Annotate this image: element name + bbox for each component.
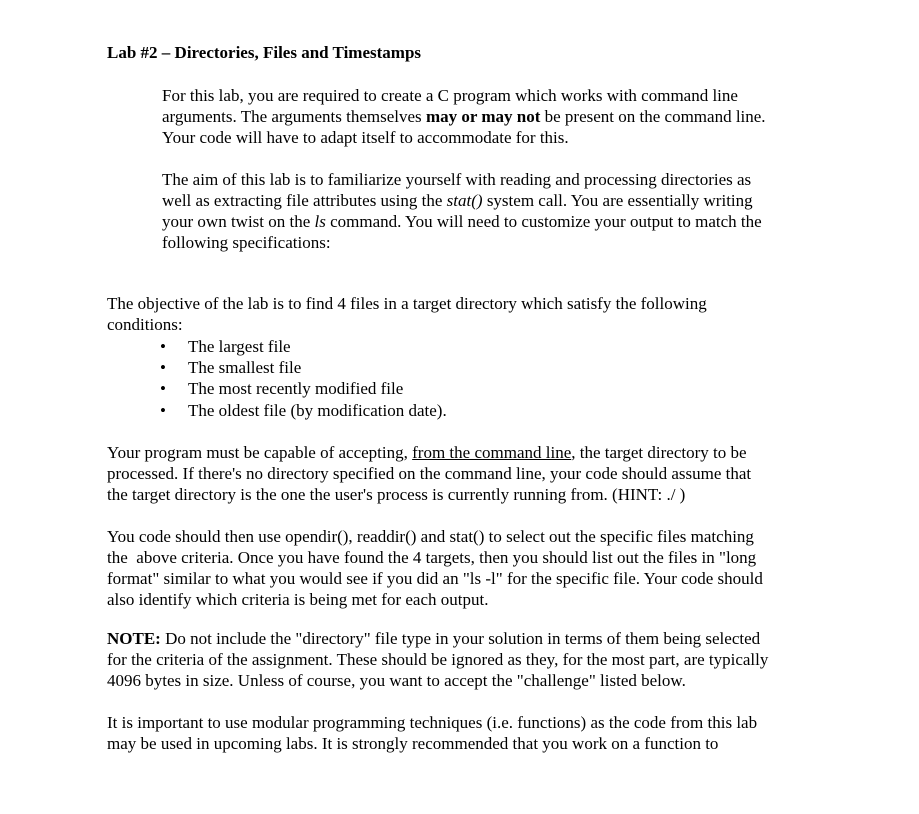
- bullet-icon: •: [160, 337, 166, 356]
- list-item: The most recently modified file: [188, 379, 404, 398]
- usage-line-3: format" similar to what you would see if you did an "ls -l" for the specific file. Your code should: [107, 569, 763, 588]
- aim-line-3-end: command. You will need to customize your output to match the: [325, 212, 762, 231]
- modular-line-1: It is important to use modular programming techniques (i.e. functions) as the code from this lab: [107, 713, 758, 732]
- usage-line-4: also identify which criteria is being met for each output.: [107, 590, 489, 609]
- list-item: The largest file: [188, 337, 291, 356]
- command-line-emphasis: from the command line: [412, 443, 572, 462]
- intro-line-1: For this lab, you are required to create a C program which works with command line: [162, 86, 738, 105]
- note-label: NOTE:: [107, 629, 161, 648]
- program-line-2: processed. If there's no directory specified on the command line, your code should assume that: [107, 464, 752, 483]
- aim-line-2-end: system call. You are essentially writing: [482, 191, 753, 210]
- aim-line-3-start: your own twist on the: [162, 212, 315, 231]
- list-item: The smallest file: [188, 358, 302, 377]
- objective-line-2: conditions:: [107, 315, 183, 334]
- aim-line-2: [162, 190, 753, 211]
- usage-line-1: You code should then use opendir(), readdir() and stat() to select out the specific files matching: [107, 527, 754, 546]
- objective-line-1: The objective of the lab is to find 4 files in a target directory which satisfy the following: [107, 294, 707, 313]
- intro-line-2-start: arguments. The arguments themselves: [162, 107, 426, 126]
- program-line-3: the target directory is the one the user's process is currently running from. (HINT: ./ ): [107, 485, 686, 504]
- intro-line-3: Your code will have to adapt itself to accommodate for this.: [162, 128, 569, 147]
- aim-line-1: The aim of this lab is to familiarize yourself with reading and processing directories as: [162, 170, 752, 189]
- modular-line-2: may be used in upcoming labs. It is strongly recommended that you work on a function to: [107, 734, 719, 753]
- aim-line-3: [162, 211, 762, 232]
- note-line-2: for the criteria of the assignment. These should be ignored as they, for the most part, are typically: [107, 650, 769, 669]
- bullet-icon: •: [160, 358, 166, 377]
- stat-call-emphasis: stat(): [446, 191, 483, 210]
- may-or-may-not-emphasis: may or may not: [425, 107, 541, 126]
- program-line-1-start: Your program must be capable of accepting,: [107, 443, 413, 462]
- ls-command-emphasis: ls: [314, 212, 326, 231]
- intro-line-2: [162, 106, 766, 127]
- aim-line-4: following specifications:: [162, 233, 331, 252]
- usage-line-2: the above criteria. Once you have found the 4 targets, then you should list out the files in "long: [107, 548, 757, 567]
- program-line-1-end: , the target directory to be: [571, 443, 747, 462]
- note-line-1: [107, 628, 760, 649]
- document-title: Lab #2 – Directories, Files and Timestamps: [107, 43, 422, 62]
- program-line-1: [107, 442, 747, 463]
- bullet-icon: •: [160, 379, 166, 398]
- note-line-3: 4096 bytes in size. Unless of course, you want to accept the "challenge" listed below.: [107, 671, 686, 690]
- intro-line-2-end: be present on the command line.: [540, 107, 766, 126]
- aim-line-2-start: well as extracting file attributes using the: [162, 191, 447, 210]
- bullet-icon: •: [160, 401, 166, 420]
- list-item: The oldest file (by modification date).: [188, 401, 447, 420]
- note-line-1-end: Do not include the "directory" file type in your solution in terms of them being selected: [160, 629, 761, 648]
